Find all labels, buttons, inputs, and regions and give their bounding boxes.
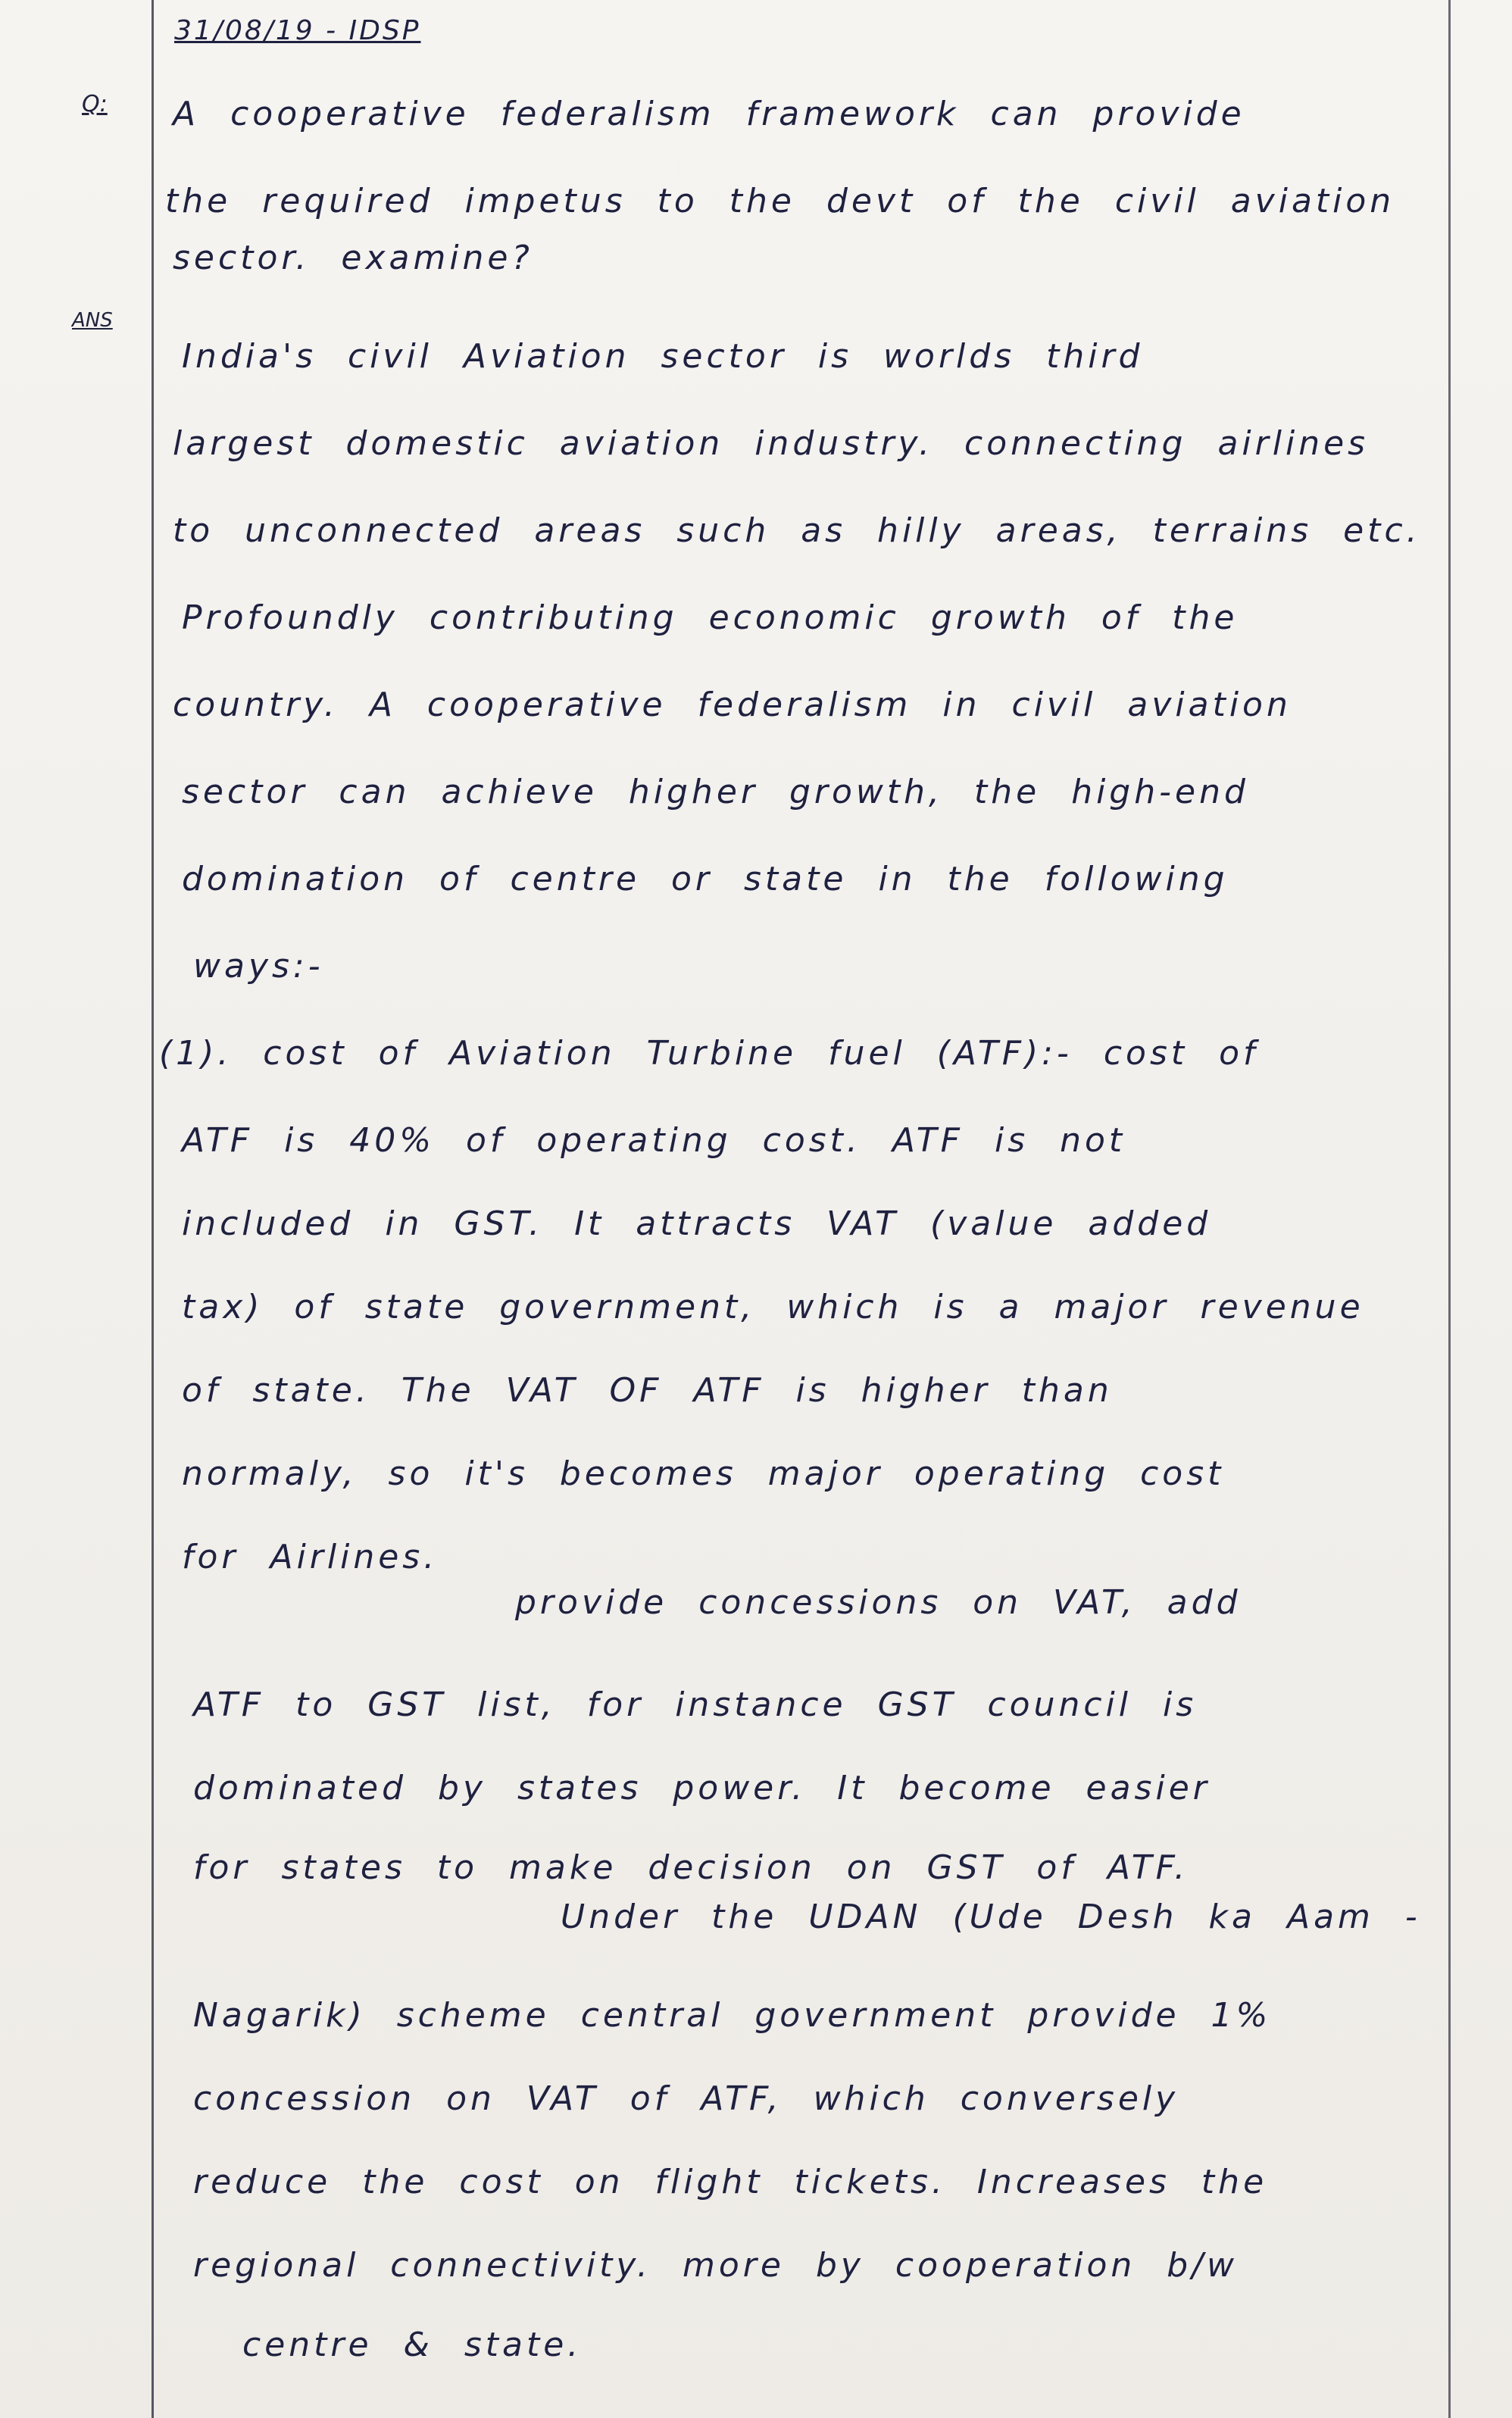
text-line: tax) of state government, which is a major revenue	[182, 1288, 1364, 1326]
right-margin-rule	[1448, 0, 1451, 2418]
text-line: to unconnected areas such as hilly areas, terrains etc.	[173, 511, 1421, 550]
text-line: dominated by states power. It become easier	[193, 1769, 1211, 1807]
answer-marker: ANS	[72, 309, 113, 332]
text-line: sector can achieve higher growth, the high-end	[182, 773, 1249, 811]
text-line: provide concessions on VAT, add	[515, 1583, 1242, 1622]
text-line: ATF to GST list, for instance GST council is	[193, 1685, 1198, 1724]
text-line: centre & state.	[242, 2326, 583, 2364]
text-line: Profoundly contributing economic growth of the	[182, 598, 1239, 637]
text-line: reduce the cost on flight tickets. Increases the	[193, 2163, 1268, 2201]
text-line: Nagarik) scheme central government provide 1%	[193, 1996, 1272, 2035]
text-line: largest domestic aviation industry. connecting airlines	[173, 424, 1370, 463]
text-line: Under the UDAN (Ude Desh ka Aam -	[561, 1898, 1421, 1936]
text-line: ways:-	[193, 947, 324, 986]
text-line: domination of centre or state in the following	[182, 860, 1229, 898]
text-line: for Airlines.	[182, 1538, 439, 1576]
text-line: ATF is 40% of operating cost. ATF is not	[182, 1121, 1126, 1160]
text-line: sector. examine?	[173, 239, 533, 277]
text-line: A cooperative federalism framework can provide	[173, 95, 1245, 133]
text-line: India's civil Aviation sector is worlds third	[182, 337, 1144, 376]
text-line: for states to make decision on GST of ATF.	[193, 1848, 1189, 1887]
text-line: the required impetus to the devt of the civil aviation	[165, 182, 1395, 220]
question-marker: Q:	[82, 91, 108, 117]
text-line: country. A cooperative federalism in civil aviation	[173, 686, 1292, 724]
text-line: (1). cost of Aviation Turbine fuel (ATF):- cost of	[159, 1034, 1259, 1073]
page-header-date: 31/08/19 - IDSP	[174, 15, 421, 46]
margin-rule	[152, 0, 154, 2418]
text-line: of state. The VAT OF ATF is higher than	[182, 1371, 1113, 1410]
text-line: regional connectivity. more by cooperation b/w	[193, 2246, 1239, 2285]
text-line: concession on VAT of ATF, which conversely	[193, 2079, 1179, 2118]
text-line: included in GST. It attracts VAT (value added	[182, 1204, 1212, 1243]
text-line: normaly, so it's becomes major operating cost	[182, 1454, 1225, 1493]
